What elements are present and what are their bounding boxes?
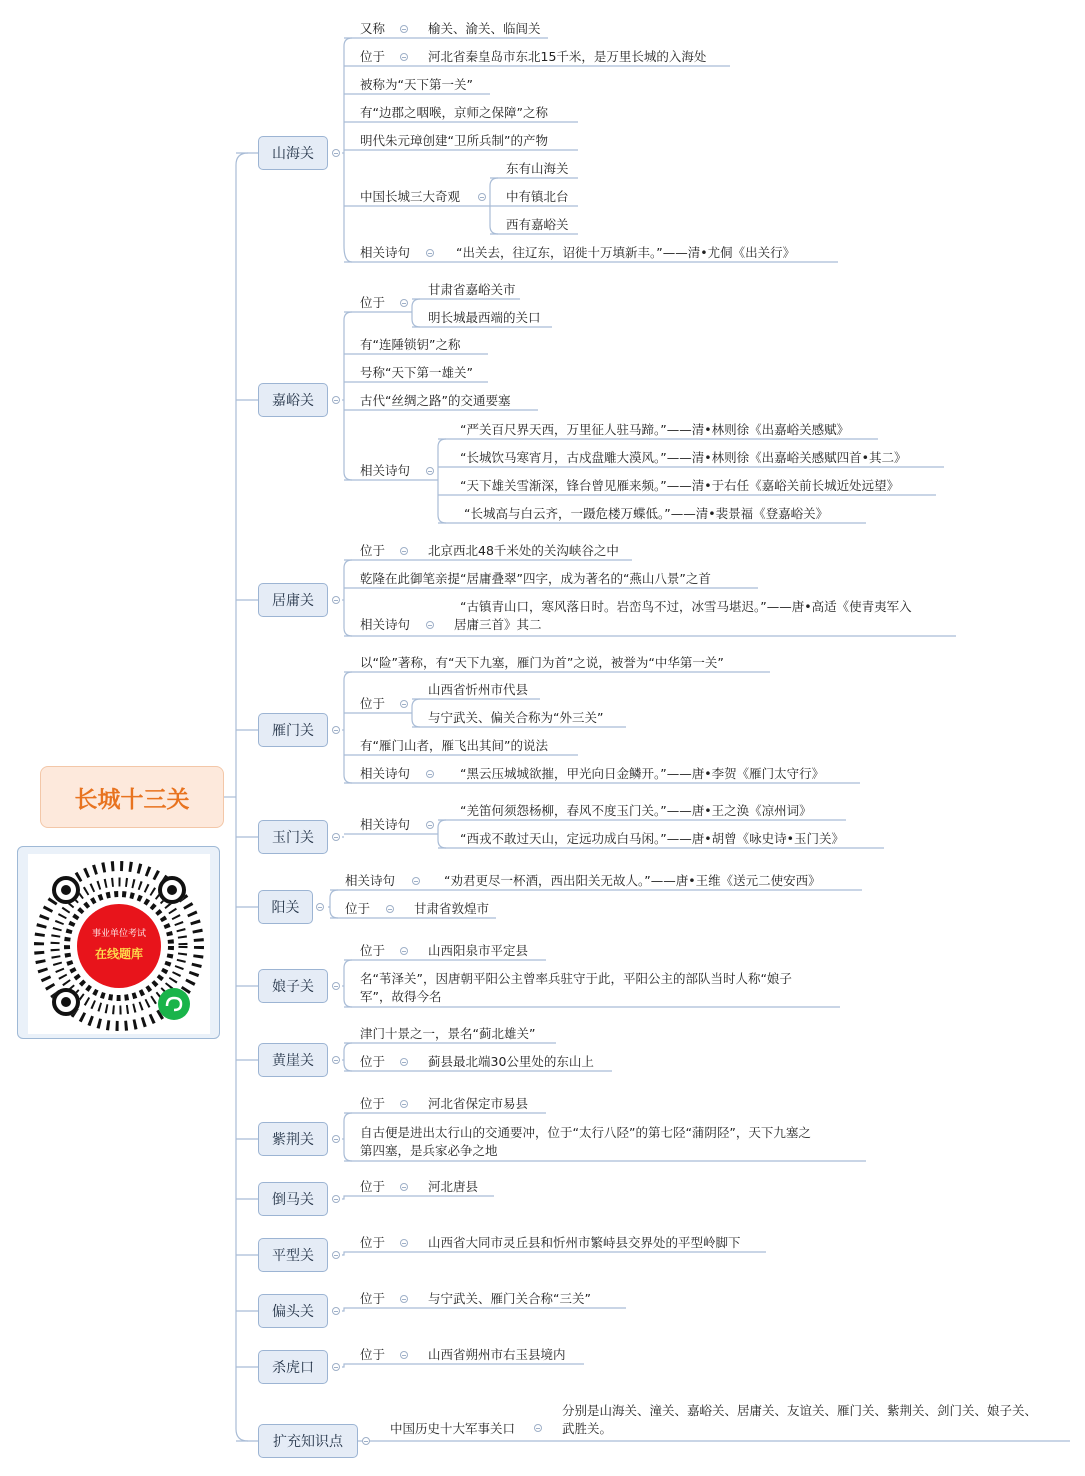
node-text: 有“雁门山者，雁飞出其间”的说法 (360, 738, 548, 753)
collapse-icon[interactable] (400, 1239, 408, 1247)
node-text: 明代朱元璋创建“卫所兵制”的产物 (360, 133, 548, 148)
branch-shanhaiguan[interactable]: 山海关 (258, 136, 328, 170)
node-text: 河北省保定市易县 (428, 1096, 529, 1111)
node-label: 位于 (345, 901, 371, 916)
node-label: 相关诗句 (360, 463, 411, 478)
node-text: 山西省大同市灵丘县和忻州市繁峙县交界处的平型岭脚下 (428, 1235, 741, 1250)
poem-line: “西戎不敢过天山，定远功成白马闲。”——唐•胡曾《咏史诗•玉门关》 (460, 831, 844, 846)
node-text: 西有嘉峪关 (506, 217, 569, 232)
node-label: 中国历史十大军事关口 (390, 1421, 516, 1436)
node-label: 位于 (360, 49, 386, 64)
node-text: 乾隆在此御笔亲提“居庸叠翠”四字，成为著名的“燕山八景”之首 (360, 571, 711, 586)
collapse-icon[interactable] (426, 821, 434, 829)
collapse-icon[interactable] (332, 149, 340, 157)
node-text: 有“连陲锁钥”之称 (360, 337, 461, 352)
collapse-icon[interactable] (332, 833, 340, 841)
node-label: 位于 (360, 943, 386, 958)
exam-badge (77, 904, 161, 988)
node-label: 中国长城三大奇观 (360, 189, 461, 204)
node-text: 甘肃省嘉峪关市 (428, 282, 516, 297)
node-label: 位于 (360, 543, 386, 558)
node-text: 津门十景之一，景名“蓟北雄关” (360, 1026, 536, 1041)
node-text: 分别是山海关、潼关、嘉峪关、居庸关、友谊关、雁门关、紫荆关、剑门关、娘子关、 (562, 1403, 1038, 1418)
collapse-icon[interactable] (332, 1307, 340, 1315)
node-text: 第四塞，是兵家必争之地 (360, 1143, 498, 1158)
collapse-icon[interactable] (332, 1251, 340, 1259)
branch-zijingguan[interactable]: 紫荆关 (258, 1122, 328, 1156)
collapse-icon[interactable] (332, 1135, 340, 1143)
collapse-icon[interactable] (426, 770, 434, 778)
poem-line: “严关百尺界天西，万里征人驻马蹄。”——清•林则徐《出嘉峪关感赋》 (460, 422, 850, 437)
collapse-icon[interactable] (400, 1183, 408, 1191)
qr-pattern (28, 854, 210, 1034)
node-label: 相关诗句 (345, 873, 396, 888)
poem-line: “古镇青山口，寒风落日时。岩峦鸟不过，冰雪马堪迟。”——唐•高适《使青夷军入 (460, 599, 912, 614)
collapse-icon[interactable] (412, 877, 420, 885)
node-text: 自古便是进出太行山的交通要冲，位于“太行八陉”的第七陉“蒲阴陉”，天下九塞之 (360, 1125, 811, 1140)
collapse-icon[interactable] (332, 1056, 340, 1064)
node-label: 位于 (360, 295, 386, 310)
node-text: 中有镇北台 (506, 189, 569, 204)
node-text: 以“险”著称，有“天下九塞，雁门为首”之说，被誉为“中华第一关” (360, 655, 724, 670)
poem-line: 居庸三首》其二 (454, 617, 542, 632)
collapse-icon[interactable] (332, 1363, 340, 1371)
collapse-icon[interactable] (478, 193, 486, 201)
node-label: 位于 (360, 1179, 386, 1194)
node-label: 位于 (360, 1235, 386, 1250)
collapse-icon[interactable] (400, 1100, 408, 1108)
node-text: 河北唐县 (428, 1179, 479, 1194)
root-topic[interactable]: 长城十三关 (40, 766, 224, 828)
node-text: 河北省秦皇岛市东北15千米，是万里长城的入海处 (428, 49, 707, 64)
node-text: 蓟县最北端30公里处的东山上 (428, 1054, 594, 1069)
qr-code-card (17, 846, 220, 1039)
collapse-icon[interactable] (332, 396, 340, 404)
collapse-icon[interactable] (400, 1058, 408, 1066)
node-text: 山西省忻州市代县 (428, 682, 529, 697)
node-label: 相关诗句 (360, 766, 411, 781)
node-label: 位于 (360, 1347, 386, 1362)
node-label: 相关诗句 (360, 617, 411, 632)
collapse-icon[interactable] (426, 249, 434, 257)
node-text: 与宁武关、雁门关合称“三关” (428, 1291, 591, 1306)
node-text: 甘肃省敦煌市 (414, 901, 490, 916)
node-label: 位于 (360, 696, 386, 711)
badge-top-text: 事业单位考试 (91, 929, 147, 939)
qr-code (28, 854, 210, 1034)
badge-bottom-text: 在线题库 (94, 947, 144, 961)
node-label: 相关诗句 (360, 817, 411, 832)
collapse-icon[interactable] (400, 547, 408, 555)
branch-extended-knowledge[interactable]: 扩充知识点 (258, 1424, 358, 1458)
poem-line: “长城饮马寒宵月，古戍盘雕大漠风。”——清•林则徐《出嘉峪关感赋四首•其二》 (460, 450, 907, 465)
node-text: 武胜关。 (562, 1421, 613, 1436)
branch-shahukou[interactable]: 杀虎口 (258, 1350, 328, 1384)
poem-line: “羌笛何须怨杨柳，春风不度玉门关。”——唐•王之涣《凉州词》 (460, 803, 812, 818)
collapse-icon[interactable] (426, 621, 434, 629)
node-text: 名“苇泽关”，因唐朝平阳公主曾率兵驻守于此，平阳公主的部队当时人称“娘子 (360, 971, 792, 986)
node-label: 又称 (360, 21, 386, 36)
node-text: 被称为“天下第一关” (360, 77, 473, 92)
collapse-icon[interactable] (534, 1424, 542, 1432)
node-text: 有“边郡之咽喉，京师之保障”之称 (360, 105, 548, 120)
collapse-icon[interactable] (316, 903, 324, 911)
collapse-icon[interactable] (332, 982, 340, 990)
node-label: 位于 (360, 1054, 386, 1069)
branch-yanmenguan[interactable]: 雁门关 (258, 713, 328, 747)
collapse-icon[interactable] (332, 1195, 340, 1203)
collapse-icon[interactable] (400, 25, 408, 33)
collapse-icon[interactable] (386, 905, 394, 913)
collapse-icon[interactable] (362, 1437, 370, 1445)
poem-line: “出关去，往辽东，诏徙十万填新丰。”——清•尤侗《出关行》 (456, 245, 796, 260)
node-text: 军”，故得今名 (360, 989, 442, 1004)
branch-daomaguan[interactable]: 倒马关 (258, 1182, 328, 1216)
node-text: 东有山海关 (506, 161, 569, 176)
branch-jiayuguan[interactable]: 嘉峪关 (258, 383, 328, 417)
poem-line: “长城高与白云齐，一蹑危楼万蝶低。”——清•裴景福《登嘉峪关》 (464, 506, 829, 521)
collapse-icon[interactable] (400, 947, 408, 955)
collapse-icon[interactable] (400, 1351, 408, 1359)
poem-line: “黑云压城城欲摧，甲光向日金鳞开。”——唐•李贺《雁门太守行》 (460, 766, 825, 781)
collapse-icon[interactable] (426, 467, 434, 475)
collapse-icon[interactable] (400, 700, 408, 708)
poem-line: “劝君更尽一杯酒，西出阳关无故人。”——唐•王维《送元二使安西》 (444, 873, 821, 888)
branch-huangyaguan[interactable]: 黄崖关 (258, 1043, 328, 1077)
node-label: 位于 (360, 1096, 386, 1111)
branch-piantouguan[interactable]: 偏头关 (258, 1294, 328, 1328)
branch-yangguan[interactable]: 阳关 (258, 890, 313, 924)
node-text: 山西省朔州市右玉县境内 (428, 1347, 566, 1362)
collapse-icon[interactable] (400, 299, 408, 307)
node-text: 山西阳泉市平定县 (428, 943, 529, 958)
mini-program-icon (158, 988, 190, 1020)
node-label: 相关诗句 (360, 245, 411, 260)
node-text: 与宁武关、偏关合称为“外三关” (428, 710, 604, 725)
branch-niangziguan[interactable]: 娘子关 (258, 969, 328, 1003)
collapse-icon[interactable] (332, 726, 340, 734)
collapse-icon[interactable] (332, 596, 340, 604)
collapse-icon[interactable] (400, 1295, 408, 1303)
node-text: 北京西北48千米处的关沟峡谷之中 (428, 543, 619, 558)
poem-line: “天下雄关雪渐深，锋台曾见雁来频。”——清•于右任《嘉峪关前长城近处远望》 (460, 478, 900, 493)
node-label: 位于 (360, 1291, 386, 1306)
branch-yumenguan[interactable]: 玉门关 (258, 820, 328, 854)
node-text: 明长城最西端的关口 (428, 310, 541, 325)
collapse-icon[interactable] (400, 53, 408, 61)
branch-pingxingguan[interactable]: 平型关 (258, 1238, 328, 1272)
node-text: 榆关、渝关、临闾关 (428, 21, 541, 36)
node-text: 号称“天下第一雄关” (360, 365, 473, 380)
branch-juyongguan[interactable]: 居庸关 (258, 583, 328, 617)
node-text: 古代“丝绸之路”的交通要塞 (360, 393, 511, 408)
